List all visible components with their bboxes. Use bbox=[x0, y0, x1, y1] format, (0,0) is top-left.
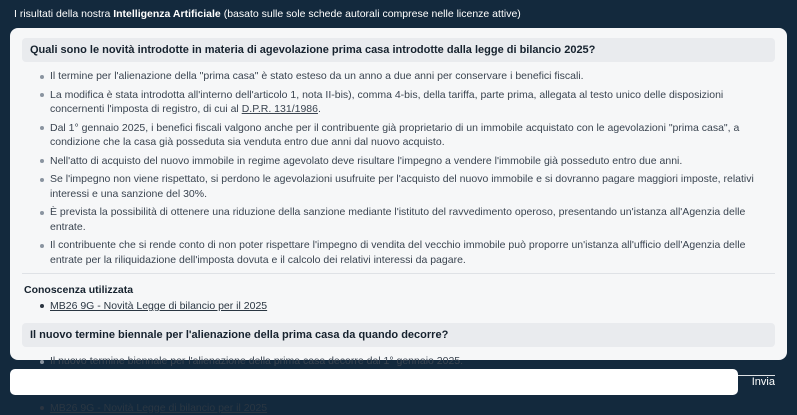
answer-bullet: Nell'atto di acquisto del nuovo immobile in regime agevolato deve risultare l'impegno a vendere l'immobile già posseduto entro due anni. bbox=[40, 154, 769, 169]
qa-block bbox=[22, 38, 775, 313]
question-text: Il nuovo termine biennale per l'alienazione della prima casa da quando decorre? bbox=[22, 323, 775, 347]
banner-prefix: I risultati della nostra bbox=[14, 8, 114, 20]
answer-bullet-list bbox=[22, 354, 775, 369]
answer-bullet: Il termine per l'alienazione della "prima casa" è stato esteso da un anno a due anni per conservare i benefici fiscali. bbox=[40, 69, 769, 84]
send-button[interactable]: Invia bbox=[746, 372, 787, 392]
answer-bullet: Dal 1° gennaio 2025, i benefici fiscali valgono anche per il contribuente già proprietario di un immobile acquistato con le agevolazioni "prima casa", a condizione che la casa già posseduta sia venduta entro due anni dal nuovo acquisto. bbox=[40, 121, 769, 150]
knowledge-used-label: Conoscenza utilizzata bbox=[24, 284, 134, 296]
answer-bullet: Se l'impegno non viene rispettato, si perdono le agevolazioni usufruite per l'acquisto del nuovo immobile e si dovranno pagare maggiori imposte, relativi interessi e una sanzione del 30%. bbox=[40, 172, 769, 201]
answer-bullet: Il nuovo termine biennale per l'alienazione della prima casa decorre dal 1° gennaio 2025. bbox=[40, 354, 769, 369]
knowledge-list-item[interactable] bbox=[40, 299, 775, 313]
banner-highlight: Intelligenza Artificiale bbox=[113, 8, 221, 20]
banner-suffix: (basato sulle sole schede autorali comprese nelle licenze attive) bbox=[220, 8, 521, 20]
knowledge-link[interactable]: MB26 9G - Novità Legge di bilancio per il 2025 bbox=[50, 300, 268, 312]
answer-bullet: La modifica è stata introdotta all'interno dell'articolo 1, nota II-bis), comma 4-bis, della tariffa, parte prima, allegata al testo unico delle disposizioni concernenti l'imposta di registro, di cui al D.P.R. 131/1986. bbox=[40, 88, 769, 117]
knowledge-list bbox=[22, 299, 775, 313]
section-divider bbox=[22, 273, 775, 274]
answer-bullet-list bbox=[22, 69, 775, 267]
answer-bullet: Il contribuente che si rende conto di non poter rispettare l'impegno di vendita del vecchio immobile può proporre un'istanza all'ufficio dell'Agenzia delle entrate per la riliquidazione dell'imposta dovuta e il calcolo dei relativi interessi da pagare. bbox=[40, 238, 769, 267]
answer-bullet: È prevista la possibilità di ottenere una riduzione della sanzione mediante l'istituto del ravvedimento operoso, presentando un'istanza all'Agenzia delle entrate. bbox=[40, 205, 769, 234]
ai-results-banner bbox=[10, 7, 787, 28]
inline-reference-link[interactable]: D.P.R. 131/1986 bbox=[241, 103, 318, 115]
knowledge-link[interactable]: MB26 9G - Novità Legge di bilancio per il 2025 bbox=[50, 401, 268, 414]
question-text: Quali sono le novità introdotte in materia di agevolazione prima casa introdotte dalla legge di bilancio 2025? bbox=[22, 38, 775, 62]
knowledge-list bbox=[22, 401, 775, 415]
composer-bar bbox=[10, 369, 787, 395]
message-input[interactable] bbox=[10, 369, 738, 395]
knowledge-list-item[interactable] bbox=[40, 401, 775, 415]
